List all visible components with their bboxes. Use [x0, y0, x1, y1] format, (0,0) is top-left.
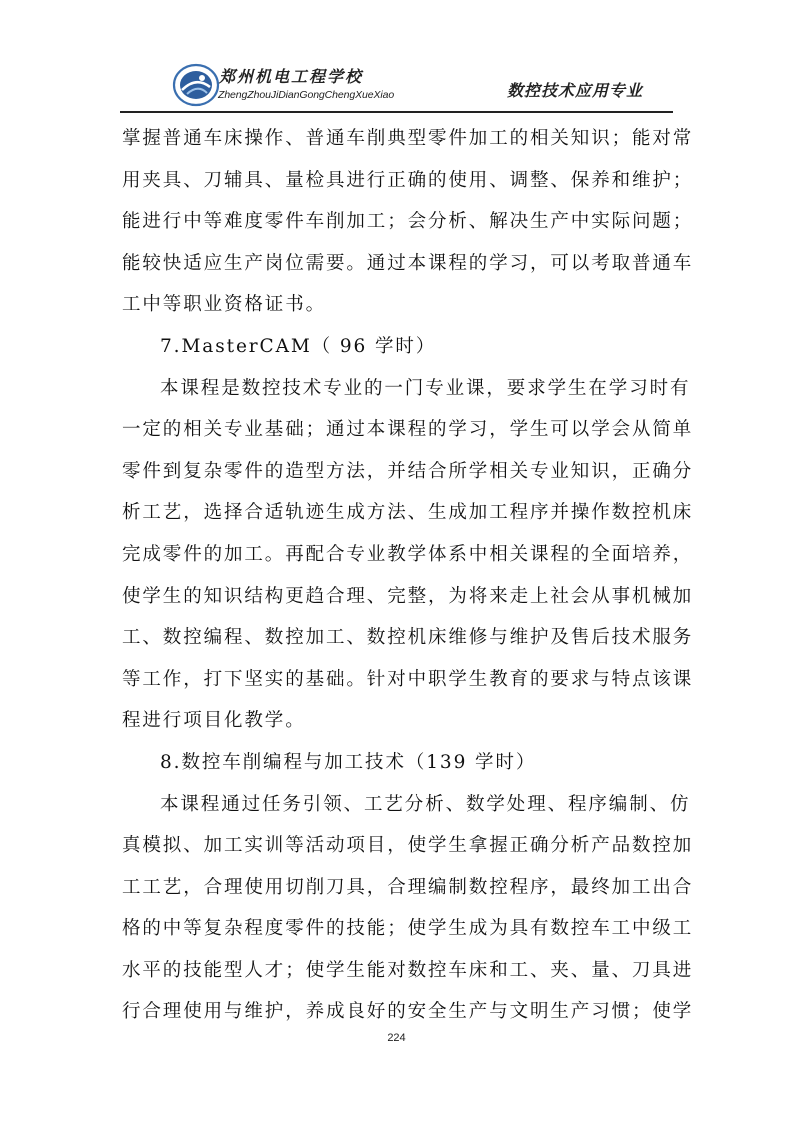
- text-line: 完成零件的加工。再配合专业教学体系中相关课程的全面培养，: [122, 543, 694, 565]
- text-line: 格的中等复杂程度零件的技能；使学生成为具有数控车工中级工: [122, 918, 694, 940]
- text-line: 使学生的知识结构更趋合理、完整，为将来走上社会从事机械加: [122, 585, 694, 607]
- text-line: 零件到复杂零件的造型方法，并结合所学相关专业知识，正确分: [122, 460, 694, 482]
- text-line: 行合理使用与维护，养成良好的安全生产与文明生产习惯；使学: [122, 1001, 694, 1023]
- text-line: 真模拟、加工实训等活动项目，使学生拿握正确分析产品数控加: [122, 835, 694, 857]
- section-heading: 8.数控车削编程与加工技术（139 学时）: [160, 751, 537, 773]
- page-header: [120, 55, 673, 111]
- school-name-cn: 郑州机电工程学校: [219, 67, 364, 86]
- text-line: 能进行中等难度零件车削加工；会分析、解决生产中实际问题；: [122, 211, 694, 233]
- text-line: 本课程通过任务引领、工艺分析、数学处理、程序编制、仿: [160, 793, 691, 815]
- text-line: 程进行项目化教学。: [122, 710, 306, 732]
- text-line: 掌握普通车床操作、普通车削典型零件加工的相关知识；能对常: [122, 128, 694, 149]
- section-heading: 7.MasterCAM（ 96 学时）: [160, 335, 437, 357]
- page-number: 224: [387, 1032, 406, 1044]
- document-body: [122, 118, 694, 1033]
- text-line: 工工艺，合理使用切削刀具，合理编制数控程序，最终加工出合: [122, 876, 694, 898]
- text-line: 工、数控编程、数控加工、数控机床维修与维护及售后技术服务: [122, 627, 694, 649]
- school-name-en: ZhengZhouJiDianGongChengXueXiao: [218, 89, 395, 101]
- text-line: 用夹具、刀辅具、量检具进行正确的使用、调整、保养和维护；: [122, 169, 694, 191]
- text-line: 水平的技能型人才；使学生能对数控车床和工、夹、量、刀具进: [122, 959, 694, 981]
- text-line: 本课程是数控技术专业的一门专业课，要求学生在学习时有: [160, 377, 691, 399]
- school-logo-icon: [172, 63, 220, 107]
- text-line: 一定的相关专业基础；通过本课程的学习，学生可以学会从简单: [122, 419, 694, 441]
- header-divider: [120, 111, 673, 113]
- text-line: 能较快适应生产岗位需要。通过本课程的学习，可以考取普通车: [122, 252, 694, 274]
- text-line: 等工作，打下坚实的基础。针对中职学生教育的要求与特点该课: [122, 668, 694, 690]
- text-line: 工中等职业资格证书。: [122, 294, 327, 316]
- major-title: 数控技术应用专业: [507, 81, 644, 100]
- text-line: 析工艺，选择合适轨迹生成方法、生成加工程序并操作数控机床: [122, 502, 694, 524]
